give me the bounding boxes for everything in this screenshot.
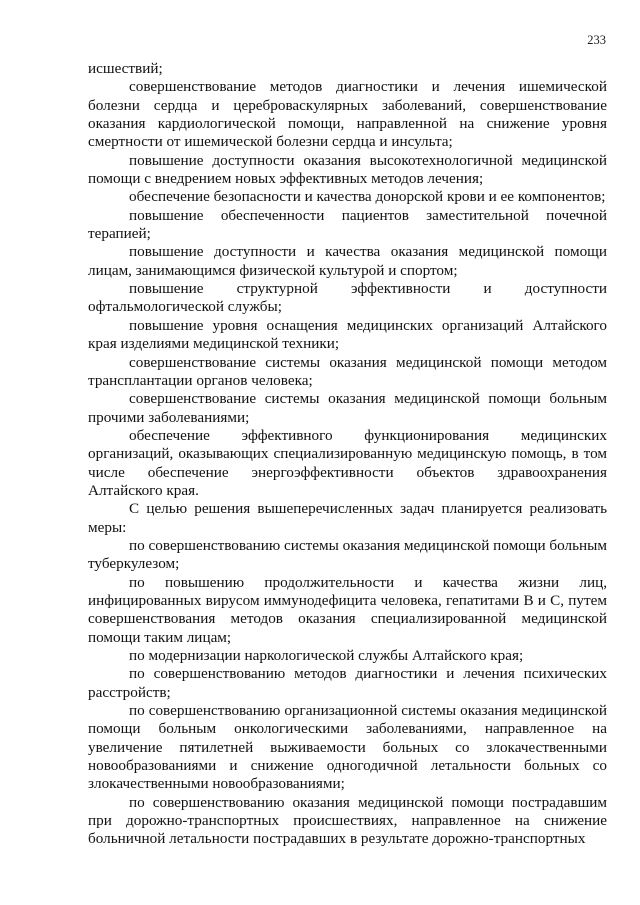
document-body xyxy=(88,60,607,849)
paragraph: исшествий; xyxy=(88,60,163,77)
paragraph: по модернизации наркологической службы Алтайского края; xyxy=(129,647,524,664)
paragraph: по повышению продолжительности и качества жизни лиц, инфицированных вирусом иммунодефицита человека, гепатитами B и C, путем совершенствования методов оказания специализированной медицинской помощи таким лицам; xyxy=(88,573,607,646)
paragraph: повышение доступности и качества оказания медицинской помощи лицам, занимающимся физической культурой и спортом; xyxy=(88,243,607,279)
paragraph: по совершенствованию методов диагностики и лечения психических расстройств; xyxy=(88,665,607,701)
paragraph: совершенствование системы оказания медицинской помощи больным прочими заболеваниями; xyxy=(88,390,607,426)
paragraph: повышение уровня оснащения медицинских организаций Алтайского края изделиями медицинской техники; xyxy=(88,316,607,353)
paragraph: С целью решения вышеперечисленных задач планируется реализовать меры: xyxy=(88,500,607,536)
paragraph: повышение структурной эффективности и доступности офтальмологической службы; xyxy=(88,280,607,316)
paragraph: повышение обеспеченности пациентов заместительной почечной терапией; xyxy=(88,206,607,243)
paragraph: по совершенствованию оказания медицинской помощи пострадавшим при дорожно-транспортных происшествиях, направленное на снижение больничной летальности пострадавших в результате дорожно-транспортных xyxy=(88,793,607,848)
paragraph: по совершенствованию организационной системы оказания медицинской помощи больным онкологическими заболеваниями, направленное на увеличение пятилетней выживаемости больных со злокачественными новообразованиями и снижение одногодичной летальности больных со злокачественными новообразованиями; xyxy=(88,702,607,793)
paragraph: обеспечение безопасности и качества донорской крови и ее компонентов; xyxy=(129,188,606,206)
paragraph: совершенствование системы оказания медицинской помощи методом трансплантации органов человека; xyxy=(88,353,607,389)
paragraph: по совершенствованию системы оказания медицинской помощи больным туберкулезом; xyxy=(88,536,607,573)
page-number: 233 xyxy=(587,33,606,47)
paragraph: повышение доступности оказания высокотехнологичной медицинской помощи с внедрением новых эффективных методов лечения; xyxy=(88,151,607,188)
paragraph: совершенствование методов диагностики и лечения ишемической болезни сердца и цереброваскулярных заболеваний, совершенствование оказания кардиологической помощи, направленной на снижение уровня смертности от ишемической болезни сердца и инсульта; xyxy=(88,78,607,151)
paragraph: обеспечение эффективного функционирования медицинских организаций, оказывающих специализированную медицинскую помощь, в том числе обеспечение энергоэффективности объектов здравоохранения Алтайского края. xyxy=(88,426,607,499)
